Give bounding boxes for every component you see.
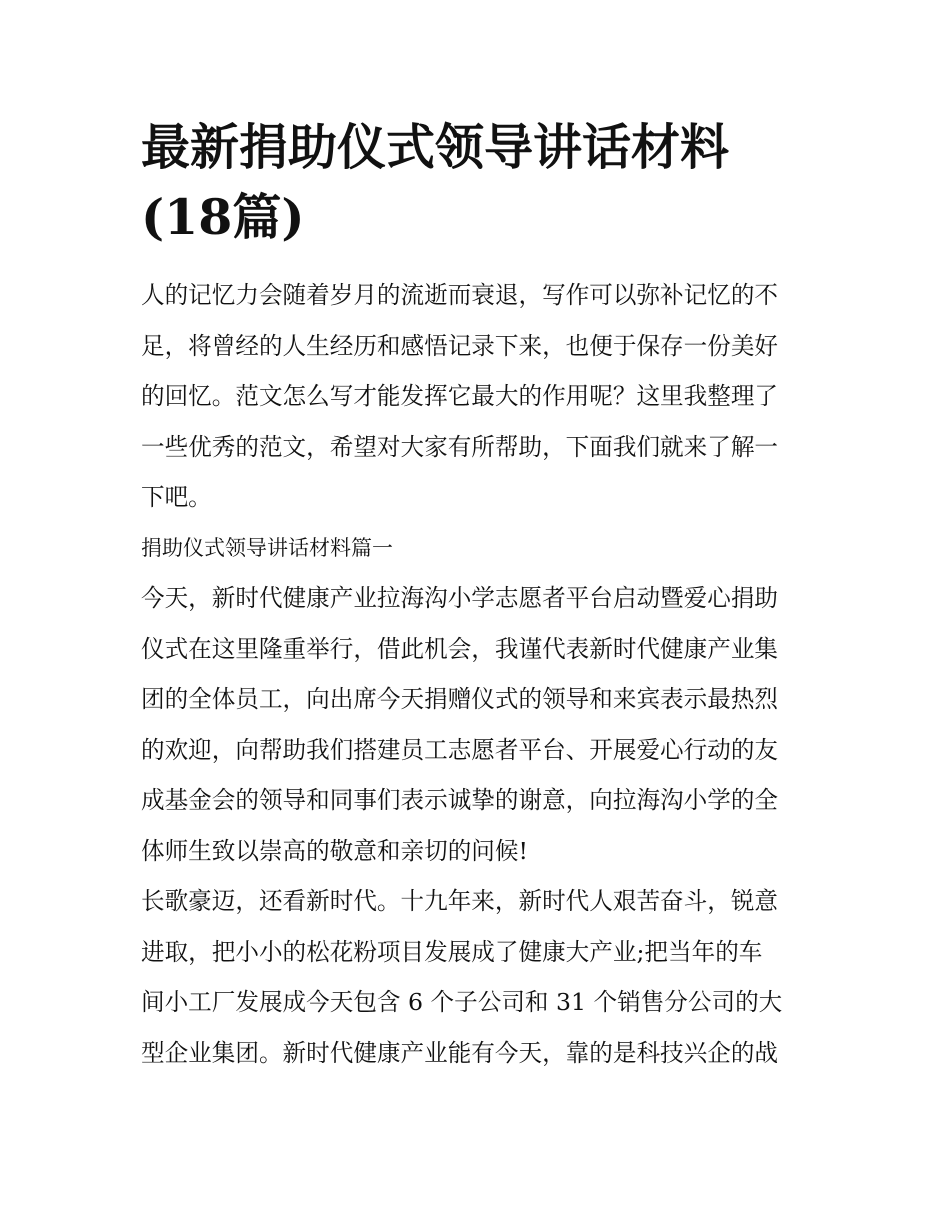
paragraph-line: 型企业集团。新时代健康产业能有今天，靠的是科技兴企的战 — [141, 1038, 779, 1067]
paragraph-line: 的欢迎，向帮助我们搭建员工志愿者平台、开展爱心行动的友 — [141, 735, 779, 764]
paragraph-line: 今天，新时代健康产业拉海沟小学志愿者平台启动暨爱心捐助 — [141, 584, 779, 612]
paragraph-line: 长歌豪迈，还看新时代。十九年来，新时代人艰苦奋斗，锐意 — [141, 887, 779, 915]
body-paragraph-2 — [141, 876, 811, 1078]
paragraph-line: 团的全体员工，向出席今天捐赠仪式的领导和来宾表示最热烈 — [141, 685, 779, 713]
intro-paragraph — [141, 270, 811, 523]
intro-line: 一些优秀的范文，希望对大家有所帮助，下面我们就来了解一 — [141, 432, 779, 461]
intro-line: 的回忆。范文怎么写才能发挥它最大的作用呢？这里我整理了 — [141, 382, 779, 410]
paragraph-line: 体师生致以崇高的敬意和亲切的问候! — [141, 836, 528, 865]
paragraph-line: 进取，把小小的松花粉项目发展成了健康大产业;把当年的车 — [141, 937, 763, 966]
paragraph-line: 间小工厂发展成今天包含 6 个子公司和 31 个销售分公司的大 — [141, 988, 783, 1016]
document-title: 最新捐助仪式领导讲话材料(18篇) — [141, 118, 730, 246]
section-heading: 捐助仪式领导讲话材料篇一 — [141, 535, 393, 560]
body-paragraph-1 — [141, 573, 811, 876]
intro-line: 人的记忆力会随着岁月的流逝而衰退，写作可以弥补记忆的不 — [141, 281, 779, 309]
paragraph-line: 仪式在这里隆重举行，借此机会，我谨代表新时代健康产业集 — [141, 634, 779, 663]
paragraph-line: 成基金会的领导和同事们表示诚挚的谢意，向拉海沟小学的全 — [141, 786, 779, 814]
intro-line: 下吧。 — [141, 483, 212, 511]
intro-line: 足，将曾经的人生经历和感悟记录下来，也便于保存一份美好 — [141, 331, 779, 360]
document-body — [141, 112, 811, 1078]
